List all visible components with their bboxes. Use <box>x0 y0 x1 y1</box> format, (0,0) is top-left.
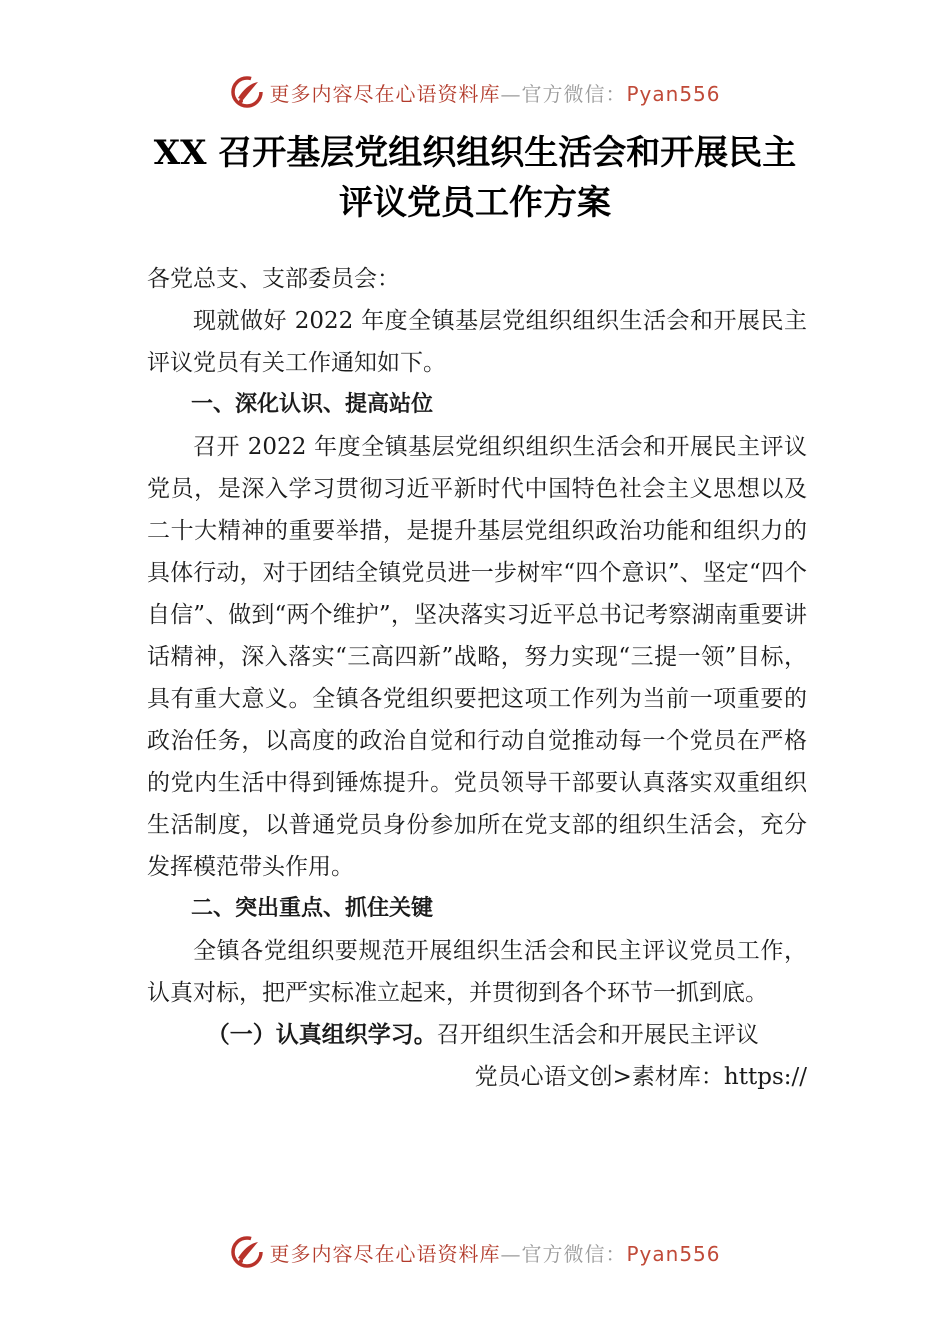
banner-text: 更多内容尽在心语资料库—官方微信：Pyan556 <box>269 81 721 106</box>
section-1-paragraph: 召开 2022 年度全镇基层党组织组织生活会和开展民主评议党员，是深入学习贯彻习近平新时代中国特色社会主义思想以及二十大精神的重要举措，是提升基层党组织政治功能和组织力的具体行动，对于团结全镇党员进一步树牢“四个意识”、坚定“四个自信”、做到“两个维护”，坚决落实习近平总书记考察湖南重要讲话精神，深入落实“三高四新”战略，努力实现“三提一领”目标，具有重大意义。全镇各党组织要把这项工作列为当前一项重要的政治任务，以高度的政治自觉和行动自觉推动每一个党员在严格的党内生活中得到锤炼提升。党员领导干部要认真落实双重组织生活制度，以普通党员身份参加所在党支部的组织生活会，充分发挥模范带头作用。 <box>147 434 807 880</box>
subsection-1 <box>147 1014 807 1056</box>
brush-logo-icon <box>229 1234 265 1270</box>
subsection-1-heading: （一）认真组织学习。 <box>206 1022 437 1048</box>
document-body <box>147 258 807 1098</box>
page-tail-text: 党员心语文创>素材库：https:// <box>474 1064 807 1090</box>
title-line-2: 评议党员工作方案 <box>339 183 611 223</box>
brush-logo-icon <box>229 74 265 110</box>
title-line-1: XX 召开基层党组织组织生活会和开展民主 <box>153 133 797 173</box>
intro-paragraph: 现就做好 2022 年度全镇基层党组织组织生活会和开展民主评议党员有关工作通知如下。 <box>147 308 807 376</box>
section-2-paragraph: 全镇各党组织要规范开展组织生活会和民主评议党员工作，认真对标，把严实标准立起来，并贯彻到各个环节一抓到底。 <box>147 938 807 1006</box>
watermark-banner-top <box>0 72 950 112</box>
section-2-heading: 二、突出重点、抓住关键 <box>191 896 434 921</box>
section-1-heading: 一、深化认识、提高站位 <box>191 392 434 417</box>
document-title <box>130 128 820 228</box>
salutation: 各党总支、支部委员会： <box>147 266 400 292</box>
watermark-banner-bottom <box>0 1232 950 1272</box>
subsection-1-text: 召开组织生活会和开展民主评议 <box>436 1022 759 1048</box>
banner-text: 更多内容尽在心语资料库—官方微信：Pyan556 <box>269 1241 721 1266</box>
